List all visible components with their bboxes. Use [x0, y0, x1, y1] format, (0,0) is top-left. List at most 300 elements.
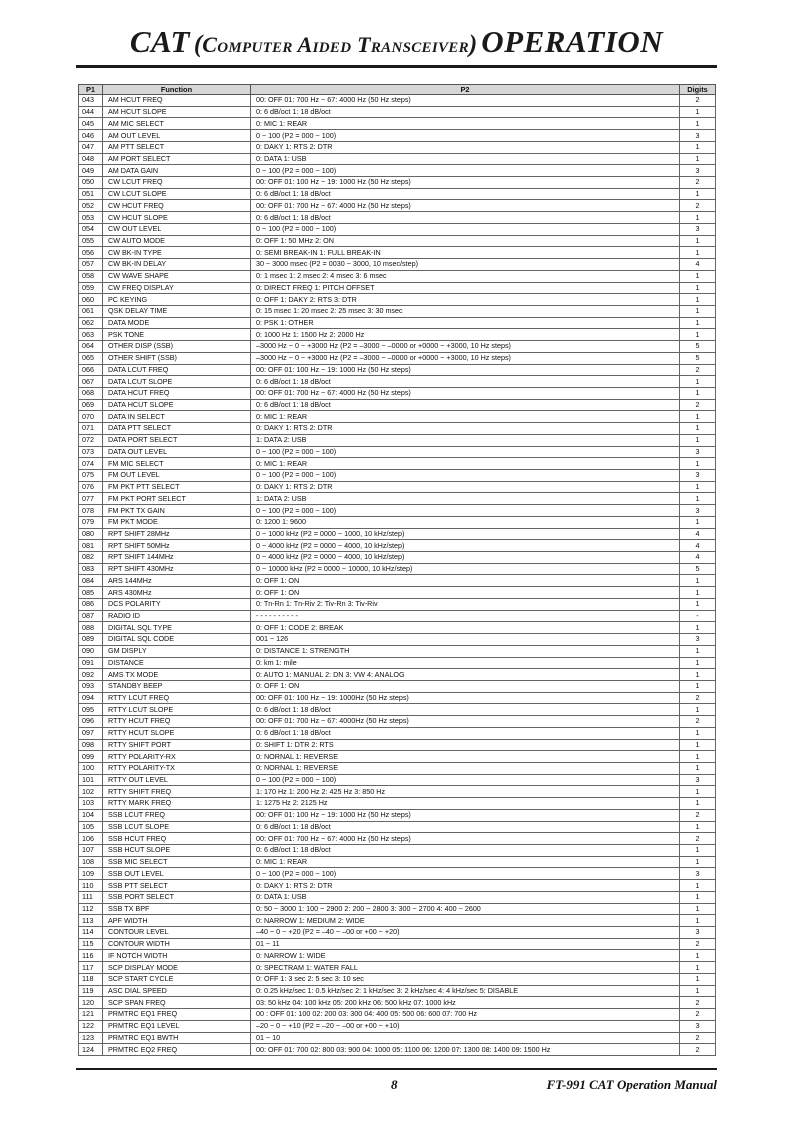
cell-p2: 0: DATA 1: USB	[251, 153, 680, 165]
cell-function: CW AUTO MODE	[103, 235, 251, 247]
cell-function: RTTY HCUT FREQ	[103, 716, 251, 728]
cell-p1: 069	[79, 399, 103, 411]
cell-p2: 0 ~ 4000 kHz (P2 = 0000 ~ 4000, 10 kHz/step)	[251, 552, 680, 564]
table-row	[79, 352, 716, 364]
cell-function: OTHER SHIFT (SSB)	[103, 352, 251, 364]
cell-digits: 2	[680, 364, 716, 376]
table-row	[79, 751, 716, 763]
cell-p2: 0: OFF 1: CODE 2: BREAK	[251, 622, 680, 634]
cell-digits: 2	[680, 692, 716, 704]
table-row	[79, 505, 716, 517]
table-row	[79, 716, 716, 728]
cell-p1: 059	[79, 282, 103, 294]
table-row	[79, 305, 716, 317]
cell-p1: 072	[79, 434, 103, 446]
cell-digits: 1	[680, 270, 716, 282]
bottom-divider	[76, 1068, 717, 1070]
cell-function: DATA HCUT FREQ	[103, 387, 251, 399]
cell-digits: 1	[680, 973, 716, 985]
cell-p2: 0: PSK 1: OTHER	[251, 317, 680, 329]
cell-p2: 0: NARROW 1: WIDE	[251, 950, 680, 962]
table-row	[79, 563, 716, 575]
cell-digits: 3	[680, 774, 716, 786]
cell-digits: 2	[680, 833, 716, 845]
table-row	[79, 927, 716, 939]
table-row	[79, 622, 716, 634]
cell-p1: 051	[79, 188, 103, 200]
cell-digits: 1	[680, 458, 716, 470]
table-row	[79, 997, 716, 1009]
cell-digits: 3	[680, 223, 716, 235]
cell-function: PC KEYING	[103, 294, 251, 306]
cell-p2: 00: OFF 01: 700 Hz ~ 67: 4000Hz (50 Hz steps)	[251, 716, 680, 728]
table-row	[79, 634, 716, 646]
cell-function: CW LCUT SLOPE	[103, 188, 251, 200]
cell-digits: 5	[680, 563, 716, 575]
cell-p2: 0: 1000 Hz 1: 1500 Hz 2: 2000 Hz	[251, 329, 680, 341]
cell-p1: 114	[79, 927, 103, 939]
cell-function: RTTY SHIFT FREQ	[103, 786, 251, 798]
cell-p1: 105	[79, 821, 103, 833]
cell-function: SSB LCUT SLOPE	[103, 821, 251, 833]
cell-p2: 0: OFF 1: DAKY 2: RTS 3: DTR	[251, 294, 680, 306]
table-row	[79, 727, 716, 739]
table-row	[79, 235, 716, 247]
cell-p2: 0: DAKY 1: RTS 2: DTR	[251, 880, 680, 892]
cell-p2: 0: 6 dB/oct 1: 18 dB/oct	[251, 376, 680, 388]
cell-p2: 0 ~ 100 (P2 = 000 ~ 100)	[251, 223, 680, 235]
table-row	[79, 856, 716, 868]
table-row	[79, 704, 716, 716]
table-row	[79, 762, 716, 774]
cell-p1: 046	[79, 130, 103, 142]
cell-function: CONTOUR LEVEL	[103, 927, 251, 939]
cell-p1: 078	[79, 505, 103, 517]
cell-digits: 4	[680, 528, 716, 540]
cell-p1: 110	[79, 880, 103, 892]
cell-p1: 076	[79, 481, 103, 493]
cell-p2: 0 ~ 1000 kHz (P2 = 0000 ~ 1000, 10 kHz/step)	[251, 528, 680, 540]
cell-p2: 0: MIC 1: REAR	[251, 118, 680, 130]
cell-p2: 1: 170 Hz 1: 200 Hz 2: 425 Hz 3: 850 Hz	[251, 786, 680, 798]
cell-p2: 0 ~ 10000 kHz (P2 = 0000 ~ 10000, 10 kHz/step)	[251, 563, 680, 575]
cell-digits: 4	[680, 259, 716, 271]
table-row	[79, 177, 716, 189]
table-row	[79, 516, 716, 528]
cell-function: DATA IN SELECT	[103, 411, 251, 423]
cell-p1: 087	[79, 610, 103, 622]
cell-digits: -	[680, 610, 716, 622]
table-row	[79, 528, 716, 540]
cell-digits: 1	[680, 329, 716, 341]
cell-p2: 0: SHIFT 1: DTR 2: RTS	[251, 739, 680, 751]
table-row	[79, 669, 716, 681]
cell-p1: 119	[79, 985, 103, 997]
cell-digits: 1	[680, 575, 716, 587]
cell-digits: 1	[680, 880, 716, 892]
table-row	[79, 1020, 716, 1032]
table-row	[79, 247, 716, 259]
cell-function: GM DISPLY	[103, 645, 251, 657]
table-row	[79, 845, 716, 857]
cell-p1: 062	[79, 317, 103, 329]
cell-digits: 3	[680, 470, 716, 482]
cell-p1: 095	[79, 704, 103, 716]
cell-p1: 043	[79, 95, 103, 107]
cell-digits: 1	[680, 950, 716, 962]
cell-function: SSB HCUT FREQ	[103, 833, 251, 845]
table-row	[79, 587, 716, 599]
cell-function: CW HCUT SLOPE	[103, 212, 251, 224]
cell-function: RTTY HCUT SLOPE	[103, 727, 251, 739]
table-row	[79, 833, 716, 845]
cell-p2: 00: OFF 01: 700 Hz ~ 67: 4000 Hz (50 Hz steps)	[251, 387, 680, 399]
cell-p1: 091	[79, 657, 103, 669]
cell-p1: 073	[79, 446, 103, 458]
cell-p2: 0: 1 msec 1: 2 msec 2: 4 msec 3: 6 msec	[251, 270, 680, 282]
cell-p1: 124	[79, 1044, 103, 1056]
cell-function: CW LCUT FREQ	[103, 177, 251, 189]
cell-p2: 0: 15 msec 1: 20 msec 2: 25 msec 3: 30 msec	[251, 305, 680, 317]
cell-p1: 055	[79, 235, 103, 247]
cell-p1: 080	[79, 528, 103, 540]
cell-p2: –20 ~ 0 ~ +10 (P2 = –20 ~ –00 or +00 ~ +10)	[251, 1020, 680, 1032]
cell-p2: 0 ~ 100 (P2 = 000 ~ 100)	[251, 130, 680, 142]
cell-function: RTTY LCUT FREQ	[103, 692, 251, 704]
cell-p2: 00: OFF 01: 700 Hz ~ 67: 4000 Hz (50 Hz steps)	[251, 833, 680, 845]
table-row	[79, 481, 716, 493]
cell-function: AM HCUT FREQ	[103, 95, 251, 107]
cell-digits: 5	[680, 341, 716, 353]
cell-p1: 075	[79, 470, 103, 482]
cell-function: PRMTRC EQ2 FREQ	[103, 1044, 251, 1056]
table-row	[79, 364, 716, 376]
cell-digits: 1	[680, 903, 716, 915]
table-row	[79, 680, 716, 692]
cell-digits: 3	[680, 1020, 716, 1032]
cell-digits: 1	[680, 739, 716, 751]
cell-p1: 067	[79, 376, 103, 388]
cell-function: DIGITAL SQL TYPE	[103, 622, 251, 634]
cell-p1: 099	[79, 751, 103, 763]
cell-digits: 1	[680, 212, 716, 224]
cell-p1: 102	[79, 786, 103, 798]
cell-function: DATA PTT SELECT	[103, 423, 251, 435]
cell-digits: 2	[680, 200, 716, 212]
cell-digits: 1	[680, 423, 716, 435]
table-row	[79, 165, 716, 177]
table-row	[79, 423, 716, 435]
cell-p1: 079	[79, 516, 103, 528]
cell-digits: 3	[680, 505, 716, 517]
cell-p2: 0 ~ 100 (P2 = 000 ~ 100)	[251, 446, 680, 458]
cell-p2: 0: MIC 1: REAR	[251, 458, 680, 470]
cell-p1: 054	[79, 223, 103, 235]
cell-function: RADIO ID	[103, 610, 251, 622]
cell-function: STANDBY BEEP	[103, 680, 251, 692]
table-row	[79, 692, 716, 704]
cell-p2: 0: 6 dB/oct 1: 18 dB/oct	[251, 212, 680, 224]
table-row	[79, 118, 716, 130]
cell-digits: 1	[680, 587, 716, 599]
table-row	[79, 985, 716, 997]
cell-function: ARS 430MHz	[103, 587, 251, 599]
manual-title: FT-991 CAT Operation Manual	[546, 1077, 717, 1092]
cell-digits: 1	[680, 317, 716, 329]
cell-p2: 0: Tn-Rn 1: Tn-Riv 2: Tiv-Rn 3: Tiv-Riv	[251, 598, 680, 610]
cell-digits: 1	[680, 188, 716, 200]
cell-function: DIGITAL SQL CODE	[103, 634, 251, 646]
cell-p2: 0: 6 dB/oct 1: 18 dB/oct	[251, 106, 680, 118]
cell-function: CW HCUT FREQ	[103, 200, 251, 212]
cell-p2: 01 ~ 10	[251, 1032, 680, 1044]
table-row	[79, 188, 716, 200]
cell-digits: 4	[680, 540, 716, 552]
cell-p1: 100	[79, 762, 103, 774]
cell-digits: 2	[680, 1032, 716, 1044]
cell-digits: 2	[680, 1044, 716, 1056]
cell-function: RPT SHIFT 430MHz	[103, 563, 251, 575]
cell-digits: 1	[680, 106, 716, 118]
table-row	[79, 399, 716, 411]
cell-function: DCS POLARITY	[103, 598, 251, 610]
table-row	[79, 223, 716, 235]
table-row	[79, 317, 716, 329]
cell-digits: 1	[680, 516, 716, 528]
table-row	[79, 610, 716, 622]
cell-digits: 1	[680, 598, 716, 610]
cell-p1: 071	[79, 423, 103, 435]
cell-function: SCP START CYCLE	[103, 973, 251, 985]
table-row	[79, 376, 716, 388]
cell-function: CW BK-IN DELAY	[103, 259, 251, 271]
cell-function: DATA HCUT SLOPE	[103, 399, 251, 411]
table-row	[79, 282, 716, 294]
cell-p2: 30 ~ 3000 msec (P2 = 0030 ~ 3000, 10 msec/step)	[251, 259, 680, 271]
table-row	[79, 493, 716, 505]
cell-function: SSB TX BPF	[103, 903, 251, 915]
cell-p1: 123	[79, 1032, 103, 1044]
column-header-digits: Digits	[680, 85, 716, 95]
cell-p2: 0: 6 dB/oct 1: 18 dB/oct	[251, 845, 680, 857]
table-row	[79, 540, 716, 552]
cell-function: CW OUT LEVEL	[103, 223, 251, 235]
cell-p2: 0: NORNAL 1: REVERSE	[251, 751, 680, 763]
cell-p2: 0: MIC 1: REAR	[251, 411, 680, 423]
cell-digits: 1	[680, 118, 716, 130]
cell-p2: 0 ~ 100 (P2 = 000 ~ 100)	[251, 470, 680, 482]
cell-p1: 045	[79, 118, 103, 130]
cell-p2: 0: OFF 1: 50 MHz 2: ON	[251, 235, 680, 247]
cell-p1: 092	[79, 669, 103, 681]
cell-digits: 1	[680, 282, 716, 294]
cell-function: RTTY POLARITY-TX	[103, 762, 251, 774]
cell-p2: 0: km 1: mile	[251, 657, 680, 669]
cell-p2: 00 : OFF 01: 100 02: 200 03: 300 04: 400 05: 500 06: 600 07: 700 Hz	[251, 1009, 680, 1021]
table-header-row	[79, 85, 716, 95]
cell-function: SCP SPAN FREQ	[103, 997, 251, 1009]
cell-p1: 104	[79, 809, 103, 821]
cell-p2: 0: 1200 1: 9600	[251, 516, 680, 528]
cell-p1: 057	[79, 259, 103, 271]
cell-digits: 1	[680, 493, 716, 505]
cell-function: RTTY POLARITY-RX	[103, 751, 251, 763]
cell-p2: 0: DAKY 1: RTS 2: DTR	[251, 481, 680, 493]
table-row	[79, 341, 716, 353]
cell-p1: 085	[79, 587, 103, 599]
cell-function: AM OUT LEVEL	[103, 130, 251, 142]
cell-digits: 1	[680, 786, 716, 798]
cell-p1: 112	[79, 903, 103, 915]
cell-p2: 0 ~ 100 (P2 = 000 ~ 100)	[251, 868, 680, 880]
cell-p1: 063	[79, 329, 103, 341]
cell-p1: 089	[79, 634, 103, 646]
cell-p1: 053	[79, 212, 103, 224]
cell-p2: 1: DATA 2: USB	[251, 493, 680, 505]
page-number: 8	[391, 1077, 398, 1092]
cell-p2: 1: 1275 Hz 2: 2125 Hz	[251, 798, 680, 810]
cell-function: PRMTRC EQ1 BWTH	[103, 1032, 251, 1044]
cell-p1: 048	[79, 153, 103, 165]
cell-function: CW WAVE SHAPE	[103, 270, 251, 282]
cell-p1: 058	[79, 270, 103, 282]
table-row	[79, 141, 716, 153]
cell-p2: 0: 6 dB/oct 1: 18 dB/oct	[251, 704, 680, 716]
cell-function: AM HCUT SLOPE	[103, 106, 251, 118]
cell-function: PRMTRC EQ1 FREQ	[103, 1009, 251, 1021]
cell-p1: 113	[79, 915, 103, 927]
cell-p1: 090	[79, 645, 103, 657]
table-row	[79, 575, 716, 587]
table-row	[79, 259, 716, 271]
cell-p2: - - - - - - - - - -	[251, 610, 680, 622]
table-row	[79, 821, 716, 833]
cell-function: DATA OUT LEVEL	[103, 446, 251, 458]
cell-p1: 068	[79, 387, 103, 399]
cell-digits: 2	[680, 399, 716, 411]
cell-digits: 1	[680, 915, 716, 927]
cell-function: PRMTRC EQ1 LEVEL	[103, 1020, 251, 1032]
cell-function: QSK DELAY TIME	[103, 305, 251, 317]
cell-p1: 077	[79, 493, 103, 505]
cell-p2: 0: DAKY 1: RTS 2: DTR	[251, 141, 680, 153]
cell-digits: 2	[680, 716, 716, 728]
cell-digits: 1	[680, 645, 716, 657]
table-row	[79, 458, 716, 470]
cell-digits: 1	[680, 657, 716, 669]
cell-p1: 101	[79, 774, 103, 786]
cell-function: AM MIC SELECT	[103, 118, 251, 130]
cell-p2: 0 ~ 100 (P2 = 000 ~ 100)	[251, 505, 680, 517]
cell-digits: 3	[680, 634, 716, 646]
cell-p2: 0: OFF 1: 3 sec 2: 5 sec 3: 10 sec	[251, 973, 680, 985]
cell-p2: 0: DAKY 1: RTS 2: DTR	[251, 423, 680, 435]
cell-function: FM OUT LEVEL	[103, 470, 251, 482]
cell-digits: 1	[680, 798, 716, 810]
cell-digits: 1	[680, 305, 716, 317]
table-row	[79, 962, 716, 974]
cell-p1: 103	[79, 798, 103, 810]
cell-p2: 0: 6 dB/oct 1: 18 dB/oct	[251, 727, 680, 739]
table-row	[79, 786, 716, 798]
cell-function: AM PORT SELECT	[103, 153, 251, 165]
cell-digits: 1	[680, 962, 716, 974]
cell-digits: 3	[680, 165, 716, 177]
table-row	[79, 1044, 716, 1056]
cell-p2: 0: NORNAL 1: REVERSE	[251, 762, 680, 774]
cell-digits: 1	[680, 153, 716, 165]
cell-digits: 1	[680, 856, 716, 868]
cell-function: SSB MIC SELECT	[103, 856, 251, 868]
cell-p2: 0: SEMI BREAK-IN 1: FULL BREAK-IN	[251, 247, 680, 259]
cell-p1: 107	[79, 845, 103, 857]
cell-p1: 122	[79, 1020, 103, 1032]
cell-function: SSB OUT LEVEL	[103, 868, 251, 880]
cell-p2: 00: OFF 01: 100 Hz ~ 19: 1000 Hz (50 Hz steps)	[251, 364, 680, 376]
cell-function: FM PKT PTT SELECT	[103, 481, 251, 493]
column-header-p1: P1	[79, 85, 103, 95]
cell-p1: 052	[79, 200, 103, 212]
cell-digits: 1	[680, 481, 716, 493]
top-divider	[76, 65, 717, 68]
cell-p2: 0: 0.25 kHz/sec 1: 0.5 kHz/sec 2: 1 kHz/sec 3: 2 kHz/sec 4: 4 kHz/sec 5: DISABLE	[251, 985, 680, 997]
cell-function: IF NOTCH WIDTH	[103, 950, 251, 962]
cell-digits: 1	[680, 891, 716, 903]
cell-digits: 1	[680, 845, 716, 857]
table-row	[79, 387, 716, 399]
table-row	[79, 411, 716, 423]
cell-p2: 0: NARROW 1: MEDIUM 2: WIDE	[251, 915, 680, 927]
table-row	[79, 798, 716, 810]
cell-p1: 056	[79, 247, 103, 259]
table-row	[79, 774, 716, 786]
cell-digits: 1	[680, 247, 716, 259]
cell-p1: 088	[79, 622, 103, 634]
column-header-p2: P2	[251, 85, 680, 95]
cell-p1: 049	[79, 165, 103, 177]
table-row	[79, 809, 716, 821]
cell-p2: 0: DIRECT FREQ 1: PITCH OFFSET	[251, 282, 680, 294]
cell-p2: 00: OFF 01: 100 Hz ~ 19: 1000 Hz (50 Hz steps)	[251, 809, 680, 821]
cell-function: DATA LCUT SLOPE	[103, 376, 251, 388]
cell-p1: 109	[79, 868, 103, 880]
table-row	[79, 212, 716, 224]
table-row	[79, 270, 716, 282]
table-row	[79, 973, 716, 985]
cell-p1: 116	[79, 950, 103, 962]
table-row	[79, 434, 716, 446]
cell-p1: 118	[79, 973, 103, 985]
table-row	[79, 903, 716, 915]
cell-function: OTHER DISP (SSB)	[103, 341, 251, 353]
table-row	[79, 294, 716, 306]
cell-p1: 074	[79, 458, 103, 470]
table-row	[79, 329, 716, 341]
cell-p1: 082	[79, 552, 103, 564]
cell-p1: 044	[79, 106, 103, 118]
cell-function: FM MIC SELECT	[103, 458, 251, 470]
table-row	[79, 95, 716, 107]
cell-digits: 2	[680, 997, 716, 1009]
cell-digits: 1	[680, 821, 716, 833]
cell-p1: 108	[79, 856, 103, 868]
cell-digits: 1	[680, 985, 716, 997]
cell-p1: 093	[79, 680, 103, 692]
cell-p1: 064	[79, 341, 103, 353]
cell-function: DATA LCUT FREQ	[103, 364, 251, 376]
table-row	[79, 1032, 716, 1044]
table-row	[79, 645, 716, 657]
